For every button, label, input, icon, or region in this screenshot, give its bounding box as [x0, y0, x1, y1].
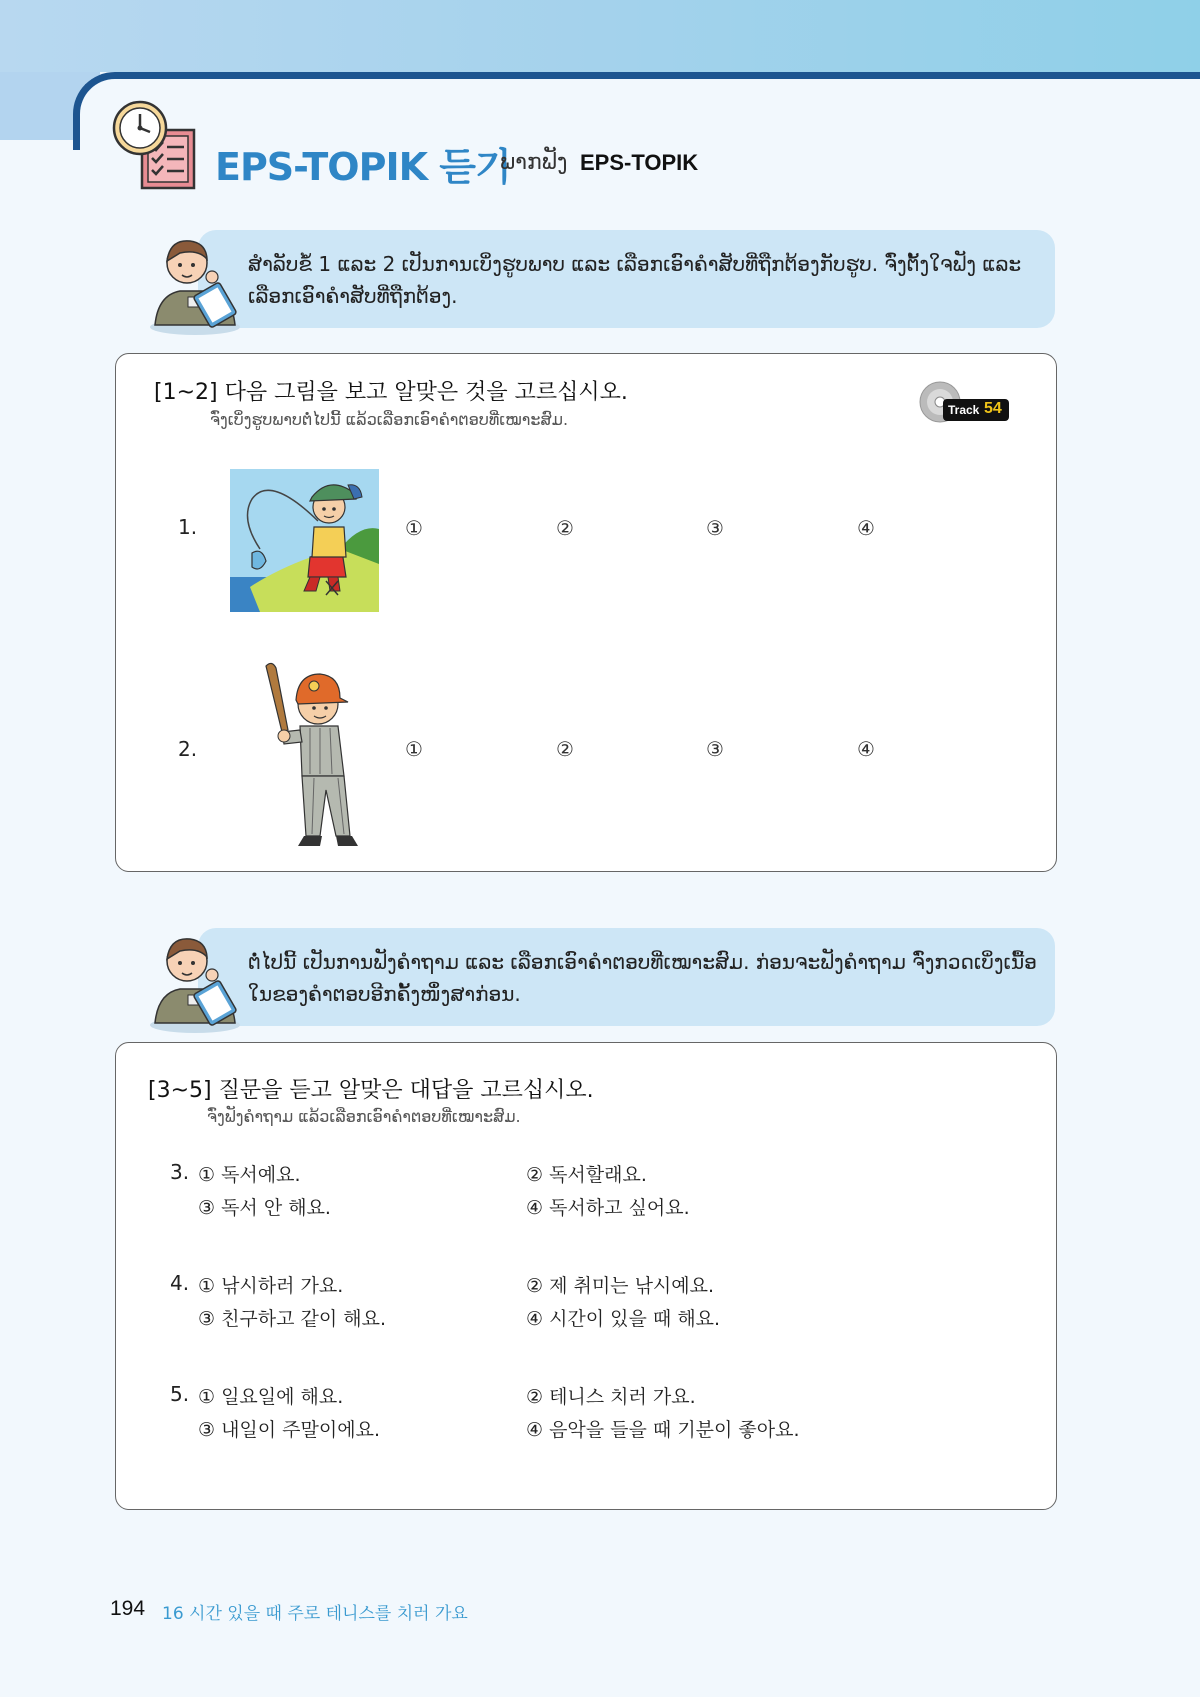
choice-2[interactable]: ②: [556, 516, 574, 540]
option-3[interactable]: ③ 독서 안 해요.: [198, 1197, 331, 1219]
track-number: 54: [984, 400, 1002, 417]
clock-checklist-icon: [112, 100, 196, 190]
page-subtitle-en: EPS-TOPIK: [580, 150, 699, 175]
instruction-text-2: ຕໍ່ໄປນີ້ ເປັນການຟັງຄຳຖາມ ແລະ ເລືອກເອົາຄຳຕອບທີ່ເໝາະສົມ. ກ່ອນຈະຟັງຄຳຖາມ ຈົ່ງກວດເບິ່ງເນື້ອໃນຂອງຄຳຕອບອີກຄັ້ງໜຶ່ງສາກ່ອນ.: [248, 950, 1037, 1006]
option-2[interactable]: ② 테니스 치러 가요.: [526, 1386, 696, 1408]
option-3[interactable]: ③ 내일이 주말이에요.: [198, 1419, 380, 1441]
page-title: EPS-TOPIK 듣기: [215, 145, 511, 189]
option-4[interactable]: ④ 독서하고 싶어요.: [526, 1197, 690, 1219]
section-1-title: [1~2] 다음 그림을 보고 알맞은 것을 고르십시오.: [154, 380, 628, 405]
choice-4[interactable]: ④: [857, 737, 875, 761]
choice-3[interactable]: ③: [706, 516, 724, 540]
question-number: 3.: [170, 1160, 190, 1184]
section-2-subtitle: ຈົ່ງຟັງຄຳຖາມ ແລ້ວເລືອກເອົາຄຳຕອບທີ່ເໝາະສົມ.: [207, 1107, 521, 1126]
baseball-batter-icon: [258, 660, 368, 850]
choice-4[interactable]: ④: [857, 516, 875, 540]
option-2[interactable]: ② 독서할래요.: [526, 1164, 647, 1186]
option-1[interactable]: ① 일요일에 해요.: [198, 1386, 344, 1408]
header-band: [0, 0, 1200, 72]
choice-3[interactable]: ③: [706, 737, 724, 761]
track-badge: [918, 380, 1010, 424]
teacher-icon: [140, 923, 250, 1033]
option-1[interactable]: ① 독서예요.: [198, 1164, 301, 1186]
item-number: 2.: [178, 737, 198, 761]
question-box-1: [115, 353, 1057, 872]
track-label: Track: [948, 403, 980, 417]
chapter-title: 16 시간 있을 때 주로 테니스를 치러 가요: [162, 1604, 468, 1624]
choice-1[interactable]: ①: [405, 516, 423, 540]
question-number: 4.: [170, 1271, 190, 1295]
option-1[interactable]: ① 낚시하러 가요.: [198, 1275, 344, 1297]
choice-2[interactable]: ②: [556, 737, 574, 761]
section-2-title: [3~5] 질문을 듣고 알맞은 대답을 고르십시오.: [148, 1078, 594, 1103]
fishing-man-icon: [230, 469, 379, 612]
question-number: 5.: [170, 1382, 190, 1406]
option-3[interactable]: ③ 친구하고 같이 해요.: [198, 1308, 387, 1330]
item-number: 1.: [178, 515, 198, 539]
option-4[interactable]: ④ 음악을 들을 때 기분이 좋아요.: [526, 1419, 800, 1441]
option-4[interactable]: ④ 시간이 있을 때 해요.: [526, 1308, 721, 1330]
teacher-icon: [140, 225, 250, 335]
instruction-text-1: ສຳລັບຂໍ້ 1 ແລະ 2 ເປັນການເບິ່ງຮູບພາບ ແລະ ເລືອກເອົາຄຳສັບທີ່ຖືກຕ້ອງກັບຮູບ. ຈົ່ງຕັ້ງໃຈຟັງ ແລະ ເລືອກເອົາຄຳສັບທີ່ຖືກຕ້ອງ.: [248, 252, 1022, 308]
section-1-subtitle: ຈົ່ງເບິ່ງຮູບພາບຕໍ່ໄປນີ້ ແລ້ວເລືອກເອົາຄຳຕອບທີ່ເໝາະສົມ.: [210, 410, 569, 429]
page-subtitle-lao: ພາກຟັງ: [500, 150, 568, 175]
page-number: 194: [110, 1597, 146, 1620]
option-2[interactable]: ② 제 취미는 낚시예요.: [526, 1275, 715, 1297]
choice-1[interactable]: ①: [405, 737, 423, 761]
